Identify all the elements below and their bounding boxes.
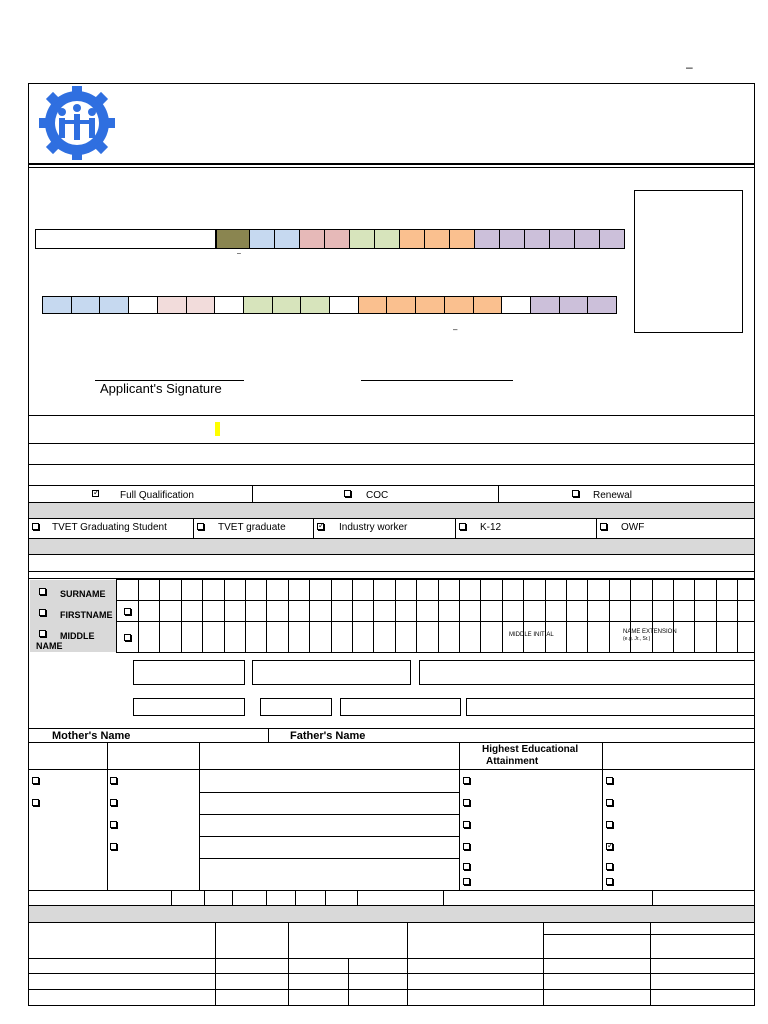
mother-name-label: Mother's Name — [52, 730, 131, 742]
section-header-band — [29, 539, 754, 554]
address-field[interactable] — [133, 698, 245, 716]
education-checkbox[interactable] — [463, 843, 470, 850]
row-divider — [28, 485, 755, 486]
letter-cell-divider — [266, 579, 267, 653]
client-type-checkbox[interactable] — [197, 523, 204, 530]
row-divider — [28, 922, 755, 923]
letter-cell-divider — [438, 579, 439, 653]
employment-checkbox[interactable] — [606, 878, 613, 885]
uli-digit-cell[interactable] — [559, 296, 589, 314]
uli-digit-cell[interactable] — [473, 296, 503, 314]
firstname-label: FIRSTNAME — [60, 610, 113, 620]
col-divider — [498, 485, 499, 502]
surname-label: SURNAME — [60, 589, 106, 599]
client-type-label: OWF — [621, 522, 645, 533]
letter-cell-divider — [416, 579, 417, 653]
row-divider — [199, 858, 459, 859]
education-checkbox[interactable] — [463, 863, 470, 870]
middle-name-label-2: NAME — [36, 641, 63, 651]
coc-label: COC — [366, 490, 389, 501]
civil-status-checkbox[interactable] — [32, 777, 39, 784]
uli-digit-cell[interactable] — [99, 296, 129, 314]
education-checkbox[interactable] — [463, 821, 470, 828]
coc-checkbox[interactable] — [344, 490, 351, 497]
letter-cell-divider — [159, 579, 160, 653]
civil-status-checkbox[interactable] — [32, 799, 39, 806]
col-divider — [252, 485, 253, 502]
col-divider — [193, 518, 194, 538]
letter-cell-divider — [609, 579, 610, 653]
row-divider — [28, 890, 755, 891]
option-checkbox[interactable] — [110, 843, 117, 850]
row-divider — [28, 973, 755, 974]
check-mark-icon: ✓ — [607, 841, 614, 850]
col-divider — [455, 518, 456, 538]
strip1-white-cell[interactable] — [35, 229, 216, 249]
letter-cell-divider — [395, 579, 396, 653]
code-digit-cell[interactable] — [216, 229, 250, 249]
client-type-checkbox[interactable] — [600, 523, 607, 530]
employment-checkbox[interactable] — [606, 799, 613, 806]
col-divider — [199, 742, 200, 890]
uli-digit-cell[interactable] — [444, 296, 474, 314]
address-field[interactable] — [260, 698, 332, 716]
education-checkbox[interactable] — [463, 878, 470, 885]
col-divider — [266, 890, 267, 905]
uli-digit-cell[interactable] — [530, 296, 560, 314]
client-type-checkbox[interactable] — [317, 523, 324, 530]
row-divider — [28, 958, 755, 959]
code-digit-cell[interactable] — [299, 229, 325, 249]
employment-checkbox[interactable] — [606, 777, 613, 784]
letter-cell-divider — [224, 579, 225, 653]
renewal-checkbox[interactable] — [572, 490, 579, 497]
letter-cell-divider — [673, 579, 674, 653]
code-digit-cell[interactable] — [274, 229, 300, 249]
uli-digit-cell[interactable] — [157, 296, 187, 314]
section-header-band — [29, 906, 754, 922]
col-divider — [313, 518, 314, 538]
row-divider — [28, 728, 755, 729]
firstname-checkbox[interactable] — [39, 609, 46, 616]
row-divider — [199, 792, 459, 793]
address-field[interactable] — [252, 660, 411, 685]
row-divider — [28, 742, 755, 743]
col-divider — [171, 890, 172, 905]
client-type-checkbox[interactable] — [459, 523, 466, 530]
dash-mark: – — [686, 60, 693, 74]
middle-option-checkbox[interactable] — [124, 634, 131, 641]
strip1-dash: – — [237, 250, 241, 257]
row-divider — [28, 769, 755, 770]
code-digit-cell[interactable] — [249, 229, 275, 249]
code-digit-cell[interactable] — [549, 229, 575, 249]
yellow-highlight-mark — [215, 422, 220, 436]
uli-digit-cell[interactable] — [243, 296, 273, 314]
header-divider-thin — [28, 167, 755, 168]
row-divider — [199, 814, 459, 815]
row-divider — [28, 989, 755, 990]
address-field[interactable] — [466, 698, 755, 716]
uli-digit-cell[interactable] — [71, 296, 101, 314]
education-header-1: Highest Educational — [482, 744, 579, 755]
tesda-logo-icon — [36, 84, 118, 162]
letter-cell-divider — [652, 579, 653, 653]
letter-cell-divider — [352, 579, 353, 653]
row-divider — [543, 934, 755, 935]
uli-digit-cell[interactable] — [358, 296, 388, 314]
code-digit-cell[interactable] — [574, 229, 600, 249]
education-checkbox[interactable] — [463, 799, 470, 806]
col-divider — [107, 742, 108, 890]
second-signature-line — [361, 380, 513, 381]
option-checkbox[interactable] — [110, 799, 117, 806]
option-checkbox[interactable] — [110, 777, 117, 784]
code-digit-cell[interactable] — [399, 229, 425, 249]
full-qualification-label: Full Qualification — [120, 490, 194, 501]
letter-cell-divider — [545, 579, 546, 653]
col-divider — [288, 922, 289, 1006]
check-mark-icon: ✓ — [318, 521, 325, 530]
letter-cell-divider — [716, 579, 717, 653]
education-header-2: Attainment — [486, 756, 539, 767]
letter-cell-divider — [523, 579, 524, 653]
row-divider — [28, 464, 755, 465]
code-digit-cell[interactable] — [449, 229, 475, 249]
letter-cell-divider — [502, 579, 503, 653]
letter-cell-divider — [480, 579, 481, 653]
client-type-label: TVET graduate — [218, 522, 286, 533]
row-divider — [116, 600, 755, 601]
letter-cell-divider — [566, 579, 567, 653]
uli-digit-cell[interactable] — [329, 296, 359, 314]
uli-digit-cell[interactable] — [300, 296, 330, 314]
col-divider — [215, 922, 216, 1006]
letter-cell-divider — [181, 579, 182, 653]
col-divider — [602, 742, 603, 890]
col-divider — [357, 890, 358, 905]
address-field[interactable] — [419, 660, 755, 685]
middle-initial-label: MIDDLE INITIAL — [509, 632, 554, 638]
uli-digit-cell[interactable] — [272, 296, 302, 314]
uli-digit-cell[interactable] — [587, 296, 617, 314]
uli-digit-cell[interactable] — [386, 296, 416, 314]
code-digit-cell[interactable] — [424, 229, 450, 249]
uli-digit-cell[interactable] — [415, 296, 445, 314]
client-type-label: K-12 — [480, 522, 502, 533]
code-digit-cell[interactable] — [374, 229, 400, 249]
col-divider — [204, 890, 205, 905]
col-divider — [652, 890, 653, 905]
check-mark-icon: ✓ — [93, 488, 100, 497]
address-field[interactable] — [133, 660, 245, 685]
strip2-dash: – — [453, 325, 458, 334]
code-digit-cell[interactable] — [599, 229, 625, 249]
row-divider — [28, 554, 755, 555]
client-type-label: Industry worker — [339, 522, 408, 533]
letter-cell-divider — [373, 579, 374, 653]
photo-box — [634, 190, 743, 333]
name-extension-hint: (e.g. Jr., Sr.) — [623, 636, 651, 642]
row-divider — [28, 571, 755, 572]
uli-digit-cell[interactable] — [42, 296, 72, 314]
client-type-label: TVET Graduating Student — [52, 522, 167, 533]
father-name-label: Father's Name — [290, 730, 366, 742]
code-digit-cell[interactable] — [499, 229, 525, 249]
header-divider — [28, 163, 755, 165]
letter-cell-divider — [331, 579, 332, 653]
renewal-label: Renewal — [593, 490, 632, 501]
middle-name-label-1: MIDDLE — [60, 631, 95, 641]
employment-checkbox[interactable] — [606, 863, 613, 870]
col-divider — [596, 518, 597, 538]
code-digit-cell[interactable] — [524, 229, 550, 249]
letter-cell-divider — [737, 579, 738, 653]
name-extension-label: NAME EXTENSION — [623, 629, 677, 635]
client-type-checkbox[interactable] — [32, 523, 39, 530]
letter-cell-divider — [694, 579, 695, 653]
uli-digit-cell[interactable] — [214, 296, 244, 314]
col-divider — [268, 729, 269, 742]
code-digit-cell[interactable] — [474, 229, 500, 249]
col-divider — [407, 922, 408, 1006]
uli-digit-cell[interactable] — [128, 296, 158, 314]
letter-cell-divider — [138, 579, 139, 653]
code-digit-cell[interactable] — [324, 229, 350, 249]
education-checkbox[interactable] — [463, 777, 470, 784]
section-header-band — [29, 503, 754, 518]
row-divider — [28, 518, 755, 519]
employment-checkbox[interactable] — [606, 843, 613, 850]
letter-cell-divider — [245, 579, 246, 653]
col-divider — [325, 890, 326, 905]
uli-digit-cell[interactable] — [501, 296, 531, 314]
applicant-signature-label: Applicant's Signature — [100, 381, 222, 396]
col-divider — [295, 890, 296, 905]
col-divider — [459, 742, 460, 890]
letter-cell-divider — [309, 579, 310, 653]
firstname-option-checkbox[interactable] — [124, 608, 131, 615]
employment-checkbox[interactable] — [606, 821, 613, 828]
letter-cell-divider — [459, 579, 460, 653]
letter-cell-divider — [587, 579, 588, 653]
row-divider — [28, 443, 755, 444]
row-divider — [28, 415, 755, 416]
surname-checkbox[interactable] — [39, 588, 46, 595]
row-divider — [199, 836, 459, 837]
full-qualification-checkbox[interactable] — [92, 490, 99, 497]
col-divider — [232, 890, 233, 905]
letter-cell-divider — [288, 579, 289, 653]
col-divider — [348, 958, 349, 1006]
code-digit-cell[interactable] — [349, 229, 375, 249]
uli-digit-cell[interactable] — [186, 296, 216, 314]
option-checkbox[interactable] — [110, 821, 117, 828]
col-divider — [443, 890, 444, 905]
row-divider — [116, 621, 755, 622]
address-field[interactable] — [340, 698, 461, 716]
middle-name-checkbox[interactable] — [39, 630, 46, 637]
letter-cell-divider — [202, 579, 203, 653]
name-grid-frame — [116, 579, 755, 653]
